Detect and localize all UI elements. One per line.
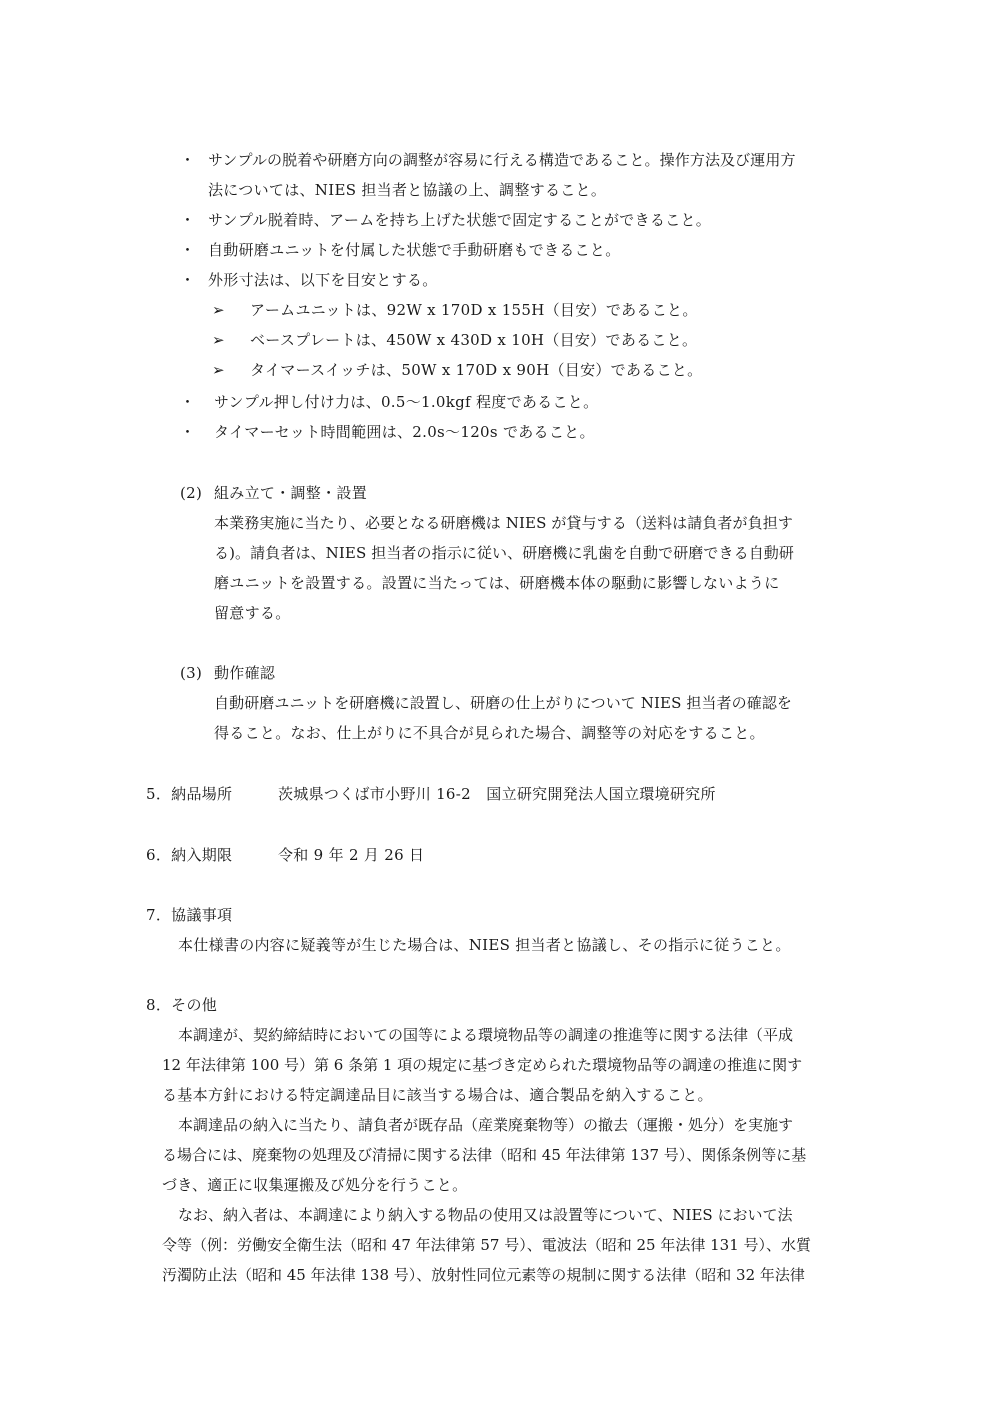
arrow-bullet-icon: ➢ bbox=[212, 331, 225, 349]
section-2-body-line2: る)。請負者は、NIES 担当者の指示に従い、研磨機に乳歯を自動で研磨できる自動研 bbox=[214, 544, 794, 562]
delivery-location: 茨城県つくば市小野川 16-2 国立研究開発法人国立環境研究所 bbox=[278, 785, 716, 803]
sub-bullet-arm-unit: アームユニットは、92W x 170D x 155H（目安）であること。 bbox=[250, 301, 698, 319]
section-3-body-line1: 自動研磨ユニットを研磨機に設置し、研磨の仕上がりについて NIES 担当者の確認を bbox=[214, 694, 793, 712]
section-2-title: 組み立て・調整・設置 bbox=[214, 484, 368, 502]
section-2-number: (2) bbox=[180, 484, 203, 502]
section-5-label: 5．納品場所 bbox=[146, 785, 233, 803]
bullet-press-force: サンプル押し付け力は、0.5～1.0kgf 程度であること。 bbox=[214, 393, 599, 411]
section-8-para3-line1: なお、納入者は、本調達により納入する物品の使用又は設置等について、NIES において法 bbox=[178, 1206, 793, 1224]
section-3-title: 動作確認 bbox=[214, 664, 276, 682]
bullet-sample-mount-line1: サンプルの脱着や研磨方向の調整が容易に行える構造であること。操作方法及び運用方 bbox=[208, 151, 796, 169]
section-8-para1-line3: る基本方針における特定調達品目に該当する場合は、適合製品を納入すること。 bbox=[162, 1086, 713, 1104]
section-8-para3-line3: 汚濁防止法（昭和 45 年法律 138 号）、放射性同位元素等の規制に関する法律（昭和 32 年法律 bbox=[162, 1266, 805, 1284]
bullet-arm-fix: サンプル脱着時、アームを持ち上げた状態で固定することができること。 bbox=[208, 211, 712, 229]
section-6-label: 6．納入期限 bbox=[146, 846, 233, 864]
section-8-para2-line1: 本調達品の納入に当たり、請負者が既存品（産業廃棄物等）の撤去（運搬・処分）を実施す bbox=[178, 1116, 794, 1134]
section-8-para2-line2: る場合には、廃棄物の処理及び清掃に関する法律（昭和 45 年法律第 137 号）、関係条例等に基 bbox=[162, 1146, 807, 1164]
section-8-para2-line3: づき、適正に収集運搬及び処分を行うこと。 bbox=[162, 1176, 468, 1194]
section-3-body-line2: 得ること。なお、仕上がりに不具合が見られた場合、調整等の対応をすること。 bbox=[214, 724, 765, 742]
bullet-dot: ・ bbox=[180, 241, 196, 259]
bullet-dot: ・ bbox=[180, 271, 196, 289]
sub-bullet-timer-switch: タイマースイッチは、50W x 170D x 90H（目安）であること。 bbox=[250, 361, 703, 379]
delivery-deadline: 令和 9 年 2 月 26 日 bbox=[278, 846, 425, 864]
section-2-body-line4: 留意する。 bbox=[214, 604, 291, 622]
bullet-manual-polish: 自動研磨ユニットを付属した状態で手動研磨もできること。 bbox=[208, 241, 621, 259]
bullet-dot: ・ bbox=[180, 393, 196, 411]
bullet-timer-range: タイマーセット時間範囲は、2.0s～120s であること。 bbox=[214, 423, 595, 441]
arrow-bullet-icon: ➢ bbox=[212, 361, 225, 379]
section-7-body: 本仕様書の内容に疑義等が生じた場合は、NIES 担当者と協議し、その指示に従うこと。 bbox=[178, 936, 791, 954]
arrow-bullet-icon: ➢ bbox=[212, 301, 225, 319]
bullet-sample-mount-line2: 法については、NIES 担当者と協議の上、調整すること。 bbox=[208, 181, 607, 199]
sub-bullet-base-plate: ベースプレートは、450W x 430D x 10H（目安）であること。 bbox=[250, 331, 698, 349]
bullet-dot: ・ bbox=[180, 151, 196, 169]
section-2-body-line3: 磨ユニットを設置する。設置に当たっては、研磨機本体の駆動に影響しないように bbox=[214, 574, 780, 592]
bullet-dot: ・ bbox=[180, 211, 196, 229]
section-8-label: 8．その他 bbox=[146, 996, 218, 1014]
section-8-para1-line1: 本調達が、契約締結時においての国等による環境物品等の調達の推進等に関する法律（平成 bbox=[178, 1026, 794, 1044]
bullet-dot: ・ bbox=[180, 423, 196, 441]
section-3-number: (3) bbox=[180, 664, 203, 682]
bullet-dimensions: 外形寸法は、以下を目安とする。 bbox=[208, 271, 438, 289]
section-8-para3-line2: 令等（例：労働安全衛生法（昭和 47 年法律第 57 号）、電波法（昭和 25 年法律 131 号）、水質 bbox=[162, 1236, 812, 1254]
section-2-body-line1: 本業務実施に当たり、必要となる研磨機は NIES が貸与する（送料は請負者が負担す bbox=[214, 514, 793, 532]
section-8-para1-line2: 12 年法律第 100 号）第 6 条第 1 項の規定に基づき定められた環境物品等の調達の推進に関す bbox=[162, 1056, 803, 1074]
section-7-label: 7．協議事項 bbox=[146, 906, 233, 924]
